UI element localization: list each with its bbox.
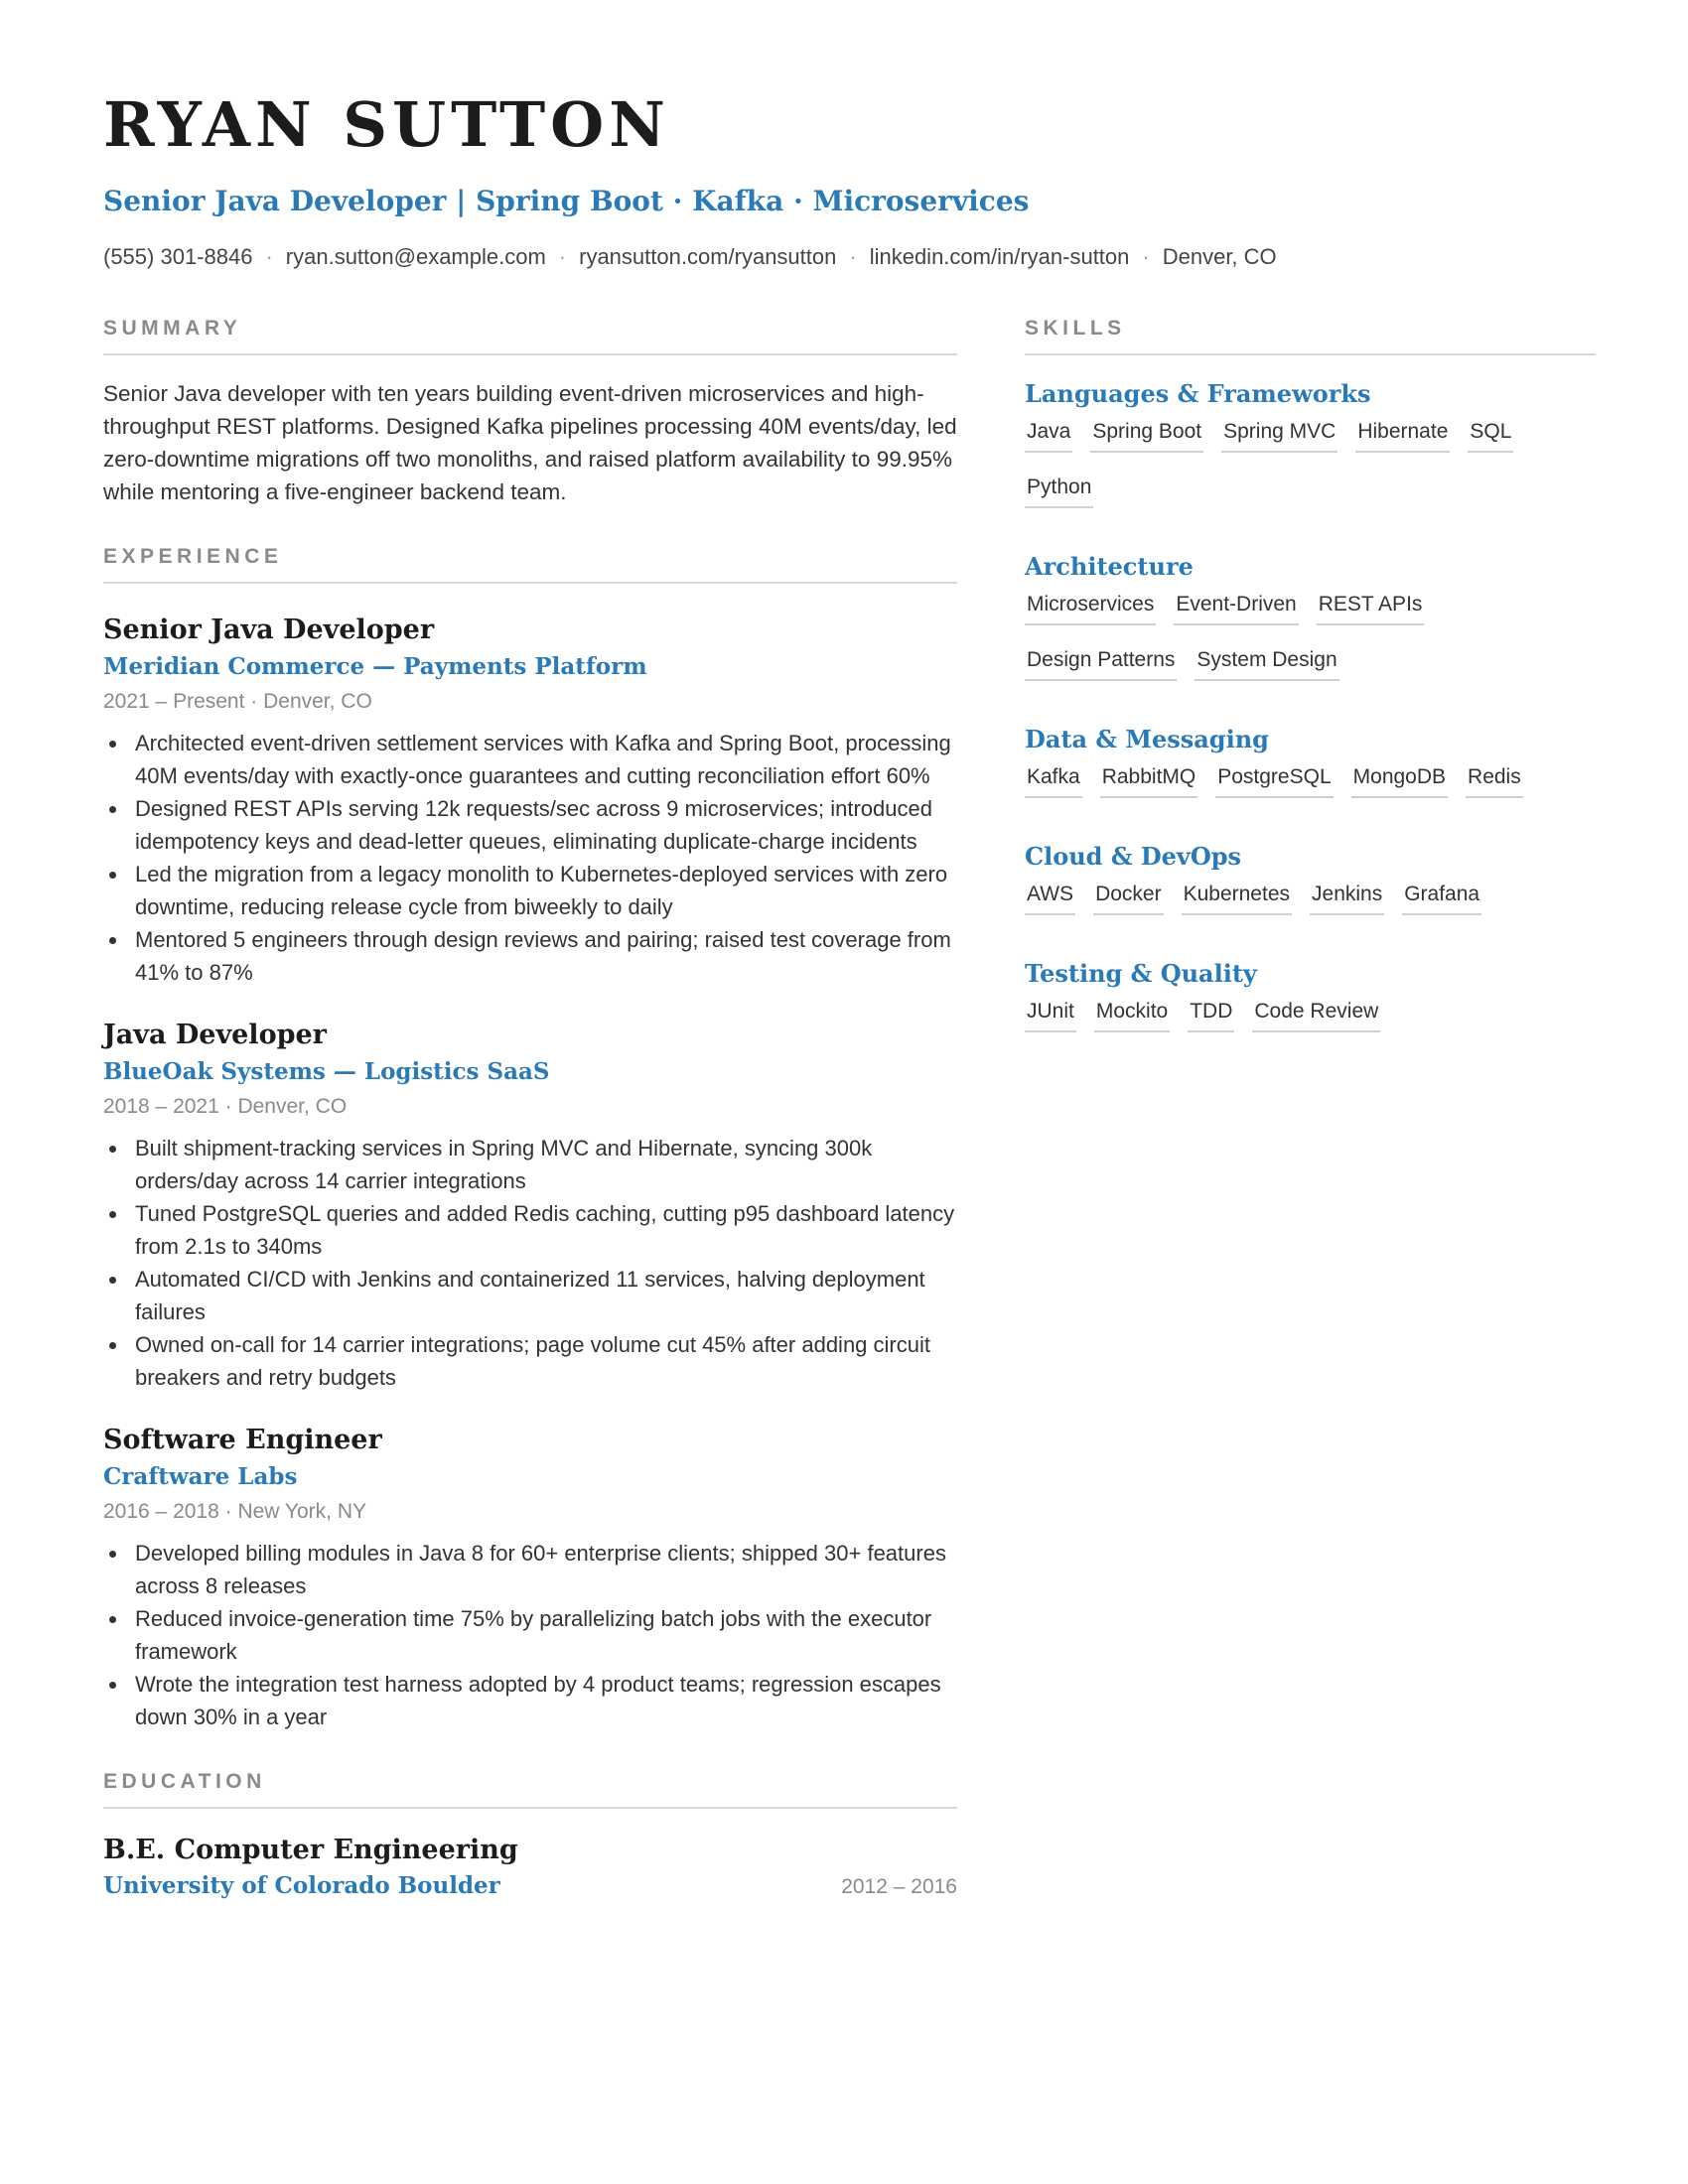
skill-group-title: Data & Messaging: [1025, 725, 1269, 753]
skill-group: [1025, 838, 1596, 935]
skill-chip: Microservices: [1025, 590, 1156, 625]
job-bullet: Mentored 5 engineers through design reviews and pairing; raised test coverage from 41% to 87%: [103, 923, 957, 989]
skill-chip: Mockito: [1094, 997, 1170, 1032]
skills-heading: SKILLS: [1025, 314, 1596, 355]
skill-chips: [1025, 880, 1596, 935]
job-bullet: Architected event-driven settlement services with Kafka and Spring Boot, processing 40M events/day with exactly-once guarantees and cutting reconciliation effort 60%: [103, 727, 957, 792]
headline: Senior Java Developer | Spring Boot · Kafka · Microservices: [103, 185, 1030, 217]
skill-group-title: Languages & Frameworks: [1025, 379, 1371, 408]
skill-chip: Grafana: [1402, 880, 1481, 915]
education-dates: 2012 – 2016: [841, 1875, 957, 1898]
skill-chip: AWS: [1025, 880, 1075, 915]
summary-heading: SUMMARY: [103, 314, 957, 355]
skill-group: [1025, 375, 1596, 528]
skill-group: [1025, 955, 1596, 1052]
job-bullet: Owned on-call for 14 carrier integrations; page volume cut 45% after adding circuit breakers and retry budgets: [103, 1328, 957, 1394]
job-meta: 2018 – 2021 · Denver, CO: [103, 1095, 348, 1118]
skill-chips: [1025, 997, 1596, 1052]
skill-chip: Hibernate: [1355, 417, 1450, 453]
skill-chip: Redis: [1466, 762, 1523, 798]
skill-group-title: Cloud & DevOps: [1025, 842, 1242, 871]
education-heading: EDUCATION: [103, 1767, 957, 1809]
skill-chip: TDD: [1188, 997, 1234, 1032]
job-entry: [103, 1422, 957, 1733]
skill-chip: SQL: [1468, 417, 1513, 453]
skill-chip: Design Patterns: [1025, 645, 1177, 681]
job-bullets: [103, 1132, 957, 1394]
job-entry: [103, 1017, 957, 1394]
left-column: [103, 314, 957, 1904]
contact-phone: (555) 301-8846: [103, 244, 253, 269]
education-degree: B.E. Computer Engineering: [103, 1835, 518, 1865]
job-title: Java Developer: [103, 1020, 327, 1050]
job-bullet: Developed billing modules in Java 8 for 60+ enterprise clients; shipped 30+ features across 8 releases: [103, 1537, 957, 1602]
job-company: Craftware Labs: [103, 1463, 298, 1490]
education-row: [103, 1868, 957, 1904]
education-entry: [103, 1833, 957, 1904]
contact-separator: ·: [849, 244, 857, 269]
skill-chip: Java: [1025, 417, 1072, 453]
contact-location: Denver, CO: [1162, 244, 1277, 269]
contact-email[interactable]: ryan.sutton@example.com: [285, 244, 546, 269]
job-bullet: Wrote the integration test harness adopted by 4 product teams; regression escapes down 30% in a year: [103, 1668, 957, 1733]
job-bullet: Built shipment-tracking services in Spring MVC and Hibernate, syncing 300k orders/day across 14 carrier integrations: [103, 1132, 957, 1197]
skill-chip: System Design: [1195, 645, 1338, 681]
contact-separator: ·: [265, 244, 273, 269]
job-title: Software Engineer: [103, 1425, 382, 1455]
job-title: Senior Java Developer: [103, 614, 435, 645]
job-bullet: Tuned PostgreSQL queries and added Redis caching, cutting p95 dashboard latency from 2.1s to 340ms: [103, 1197, 957, 1263]
skill-group-title: Testing & Quality: [1025, 959, 1257, 988]
skill-chips: [1025, 590, 1596, 701]
skill-chip: JUnit: [1025, 997, 1076, 1032]
contact-separator: ·: [1142, 244, 1150, 269]
skill-chip: Docker: [1093, 880, 1164, 915]
job-meta: 2021 – Present · Denver, CO: [103, 690, 372, 713]
skill-group-title: Architecture: [1025, 552, 1194, 581]
skill-group: [1025, 548, 1596, 701]
skill-chip: Spring MVC: [1221, 417, 1337, 453]
skill-chip: Spring Boot: [1090, 417, 1203, 453]
contact-separator: ·: [558, 244, 567, 269]
skill-chip: Python: [1025, 473, 1093, 508]
job-meta: 2016 – 2018 · New York, NY: [103, 1500, 367, 1523]
skill-chip: MongoDB: [1351, 762, 1448, 798]
skill-chip: REST APIs: [1317, 590, 1425, 625]
skill-chips: [1025, 762, 1596, 818]
job-bullets: [103, 727, 957, 989]
summary-text: Senior Java developer with ten years building event-driven microservices and high-throughput REST platforms. Designed Kafka pipelines processing 40M events/day, led zero-downtime migrations off two monoliths, and raised platform availability to 99.95% while mentoring a five-engineer backend team.: [103, 381, 957, 504]
skill-chip: Kafka: [1025, 762, 1082, 798]
job-company: BlueOak Systems — Logistics SaaS: [103, 1058, 550, 1085]
job-bullets: [103, 1537, 957, 1733]
skill-group: [1025, 721, 1596, 818]
contact-line: [103, 242, 1277, 272]
right-column: [1025, 314, 1596, 1052]
job-bullet: Designed REST APIs serving 12k requests/sec across 9 microservices; introduced idempotency keys and dead-letter queues, eliminating duplicate-charge incidents: [103, 792, 957, 858]
candidate-name: RYAN SUTTON: [103, 88, 670, 161]
experience-heading: EXPERIENCE: [103, 542, 957, 584]
contact-linkedin[interactable]: linkedin.com/in/ryan-sutton: [869, 244, 1130, 269]
job-bullet: Led the migration from a legacy monolith to Kubernetes-deployed services with zero downtime, reducing release cycle from biweekly to daily: [103, 858, 957, 923]
contact-website[interactable]: ryansutton.com/ryansutton: [579, 244, 837, 269]
skill-chip: RabbitMQ: [1100, 762, 1198, 798]
job-entry: [103, 612, 957, 989]
job-bullet: Automated CI/CD with Jenkins and containerized 11 services, halving deployment failures: [103, 1263, 957, 1328]
skill-chip: Kubernetes: [1182, 880, 1292, 915]
job-company: Meridian Commerce — Payments Platform: [103, 653, 647, 680]
skill-chip: PostgreSQL: [1215, 762, 1333, 798]
education-school: University of Colorado Boulder: [103, 1872, 500, 1899]
resume-page: [103, 0, 1593, 2184]
skill-chips: [1025, 417, 1596, 528]
skill-chip: Jenkins: [1310, 880, 1384, 915]
skill-chip: Code Review: [1252, 997, 1380, 1032]
job-bullet: Reduced invoice-generation time 75% by parallelizing batch jobs with the executor framework: [103, 1602, 957, 1668]
skill-chip: Event-Driven: [1174, 590, 1298, 625]
